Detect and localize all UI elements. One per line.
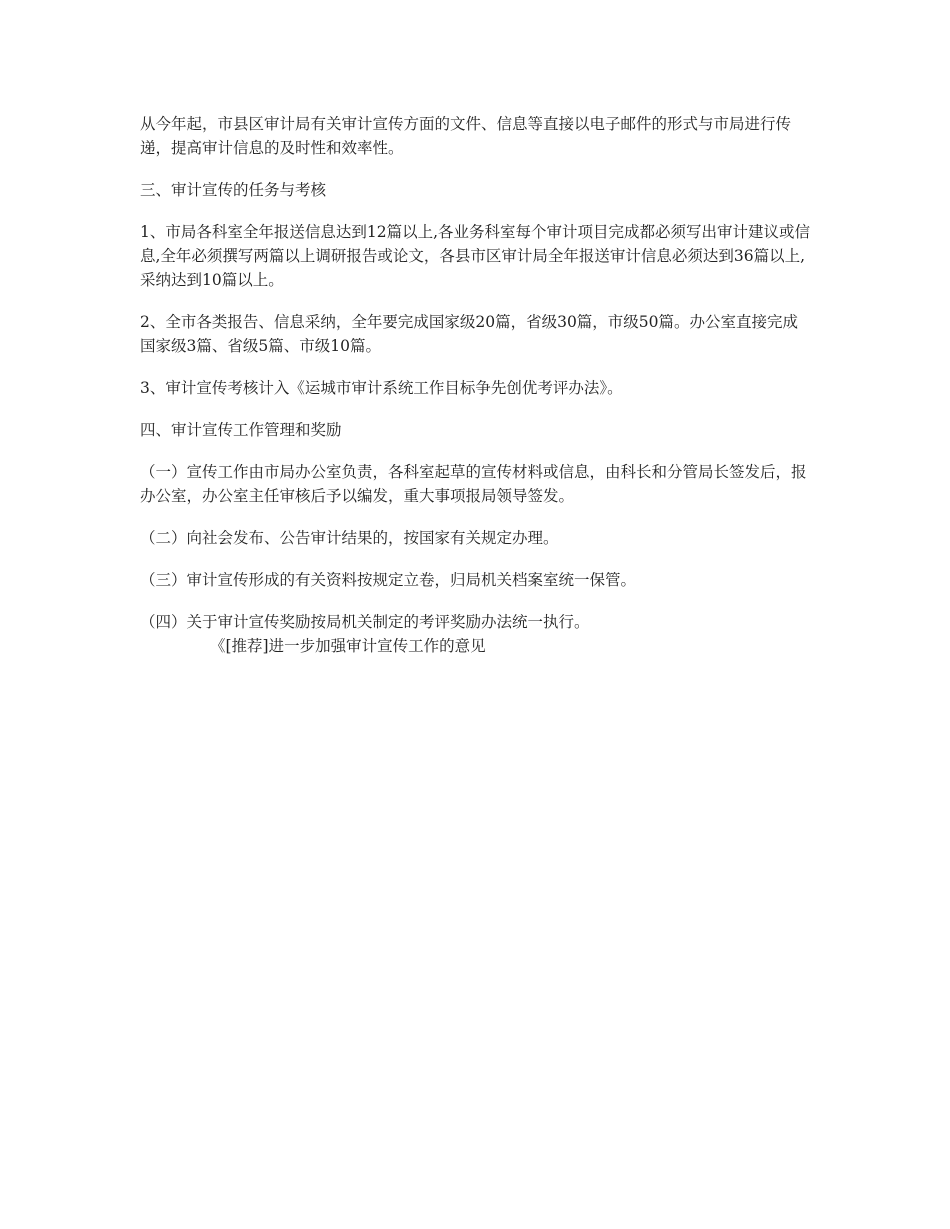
paragraph-item-3-assessment-method: 3、审计宣传考核计入《运城市审计系统工作目标争先创优考评办法》。 <box>140 379 623 397</box>
paragraph-item-1-reporting-targets: 1、市局各科室全年报送信息达到12篇以上,各业务科室每个审计项目完成都必须写出审计建议或信息,全年必须撰写两篇以上调研报告或论文，各县市区审计局全年报送审计信息必须达到36篇以上,采纳达到10篇以上。 <box>140 223 811 289</box>
paragraph-item-2-adoption-targets: 2、全市各类报告、信息采纳，全年要完成国家级20篇，省级30篇，市级50篇。办公室直接完成国家级3篇、省级5篇、市级10篇。 <box>140 313 799 355</box>
document-body <box>140 112 812 658</box>
paragraph-email-transmission: 从今年起，市县区审计局有关审计宣传方面的文件、信息等直接以电子邮件的形式与市局进行传递，提高审计信息的及时性和效率性。 <box>140 115 792 157</box>
section-heading-management-rewards: 四、审计宣传工作管理和奖励 <box>140 421 342 439</box>
paragraph-subitem-1-responsibility: （一）宣传工作由市局办公室负责，各科室起草的宣传材料或信息，由科长和分管局长签发后，报办公室，办公室主任审核后予以编发，重大事项报局领导签发。 <box>140 463 807 505</box>
paragraph-subitem-4-rewards: （四）关于审计宣传奖励按局机关制定的考评奖励办法统一执行。 <box>140 613 590 631</box>
paragraph-subitem-3-archiving: （三）审计宣传形成的有关资料按规定立卷，归局机关档案室统一保管。 <box>140 571 637 589</box>
document-footer-title: 《[推荐]进一步加强审计宣传工作的意见 <box>210 637 486 655</box>
section-heading-tasks-assessment: 三、审计宣传的任务与考核 <box>140 181 327 199</box>
paragraph-subitem-2-public-release: （二）向社会发布、公告审计结果的，按国家有关规定办理。 <box>140 529 559 547</box>
